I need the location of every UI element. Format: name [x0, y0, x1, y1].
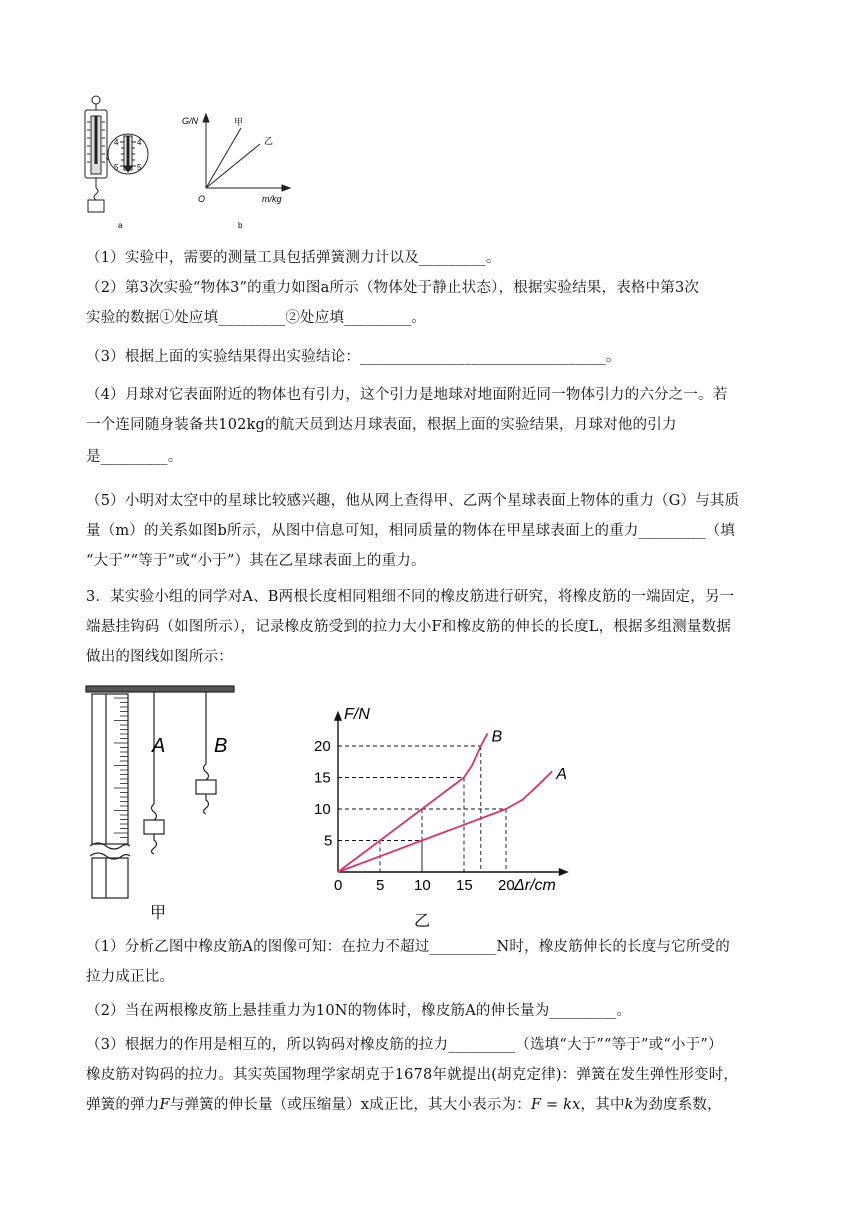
series-line-b [338, 733, 488, 872]
q3-part3-line1: （3）根据力的作用是相互的，所以钩码对橡皮筋的拉力_________（选填“大于”“等于”或“小于”） [86, 1037, 723, 1053]
q3-part3-line2: 橡皮筋对钩码的拉力。其实英国物理学家胡克于1678年就提出(胡克定律)：弹簧在发生弹性形变时， [86, 1067, 739, 1083]
origin-label: O [198, 194, 206, 204]
q2-part2-line1: （2）第3次实验“物体3”的重力如图a所示（物体处于静止状态），根据实验结果，表格中第3次 [86, 280, 700, 296]
figure-label-yi: 乙 [414, 913, 431, 928]
text-proportional: 与弹簧的伸长量（或压缩量）x成正比，其大小表示为： [169, 1097, 531, 1113]
q2-part5-line1: （5）小明对太空中的星球比较感兴趣，他从网上查得甲、乙两个星球表面上物体的重力（G）与其质 [86, 493, 740, 509]
series-label-b: B [491, 728, 503, 746]
q3-part3-line3 [86, 1090, 776, 1120]
symbol-f: F [159, 1097, 170, 1113]
q2-part5-line2: 量（m）的关系如图b所示，从图中信息可知，相同质量的物体在甲星球表面上的重力_________（填 [86, 523, 736, 539]
q2-part3: （3）根据上面的实验结果得出实验结论：_________________________________。 [86, 349, 621, 365]
band-label-a: A [152, 735, 166, 757]
q2-part4-line2: 一个连同随身装备共102kg的航天员到达月球表面，根据上面的实验结果，月球对他的引力 [86, 417, 677, 433]
series-label-a: A [556, 766, 567, 784]
rubber-band-b [196, 692, 216, 814]
x-tick-label: 20 [498, 877, 515, 894]
scale-label-5-right: 5 [137, 163, 142, 172]
figure-label-b: b [238, 221, 243, 230]
scale-label-5-left: 5 [114, 163, 119, 172]
q3-intro-line2: 端悬挂钩码（如图所示），记录橡皮筋受到的拉力大小F和橡皮筋的伸长的长度L，根据多组测量数据 [86, 619, 731, 635]
q3-part1-line2: 拉力成正比。 [86, 969, 175, 985]
x-axis-label: Δr/cm [514, 877, 556, 894]
y-tick-label: 5 [324, 832, 333, 850]
q2-part5-line3: “大于”“等于”或“小于”）其在乙星球表面上的重力。 [86, 553, 426, 569]
q3-intro-line1: 3．某实验小组的同学对A、B两根长度相同粗细不同的橡皮筋进行研究，将橡皮筋的一端固定，另一 [86, 589, 735, 605]
hooke-equation: F = kx [530, 1097, 581, 1113]
x-tick-label: 15 [456, 877, 473, 894]
scale-label-4-left: 4 [114, 138, 119, 147]
q2-part4-line1: （4）月球对它表面附近的物体也有引力，这个引力是地球对地面附近同一物体引力的六分之一。若 [86, 387, 728, 403]
line-label-yi: 乙 [264, 136, 274, 146]
y-tick-label: 15 [314, 769, 331, 787]
force-extension-chart [314, 706, 569, 894]
y-tick-label: 10 [314, 801, 331, 818]
line-yi [206, 144, 260, 188]
x-tick-label: 10 [414, 877, 431, 894]
y-axis-label: F/N [344, 705, 370, 723]
q3-intro-line3: 做出的图线如图所示： [86, 649, 233, 665]
text-spring-force: 弹簧的弹力 [86, 1097, 160, 1113]
figure-rubber-bands [84, 682, 584, 928]
series-line-a [338, 771, 552, 872]
text-stiffness: 为劲度系数， [633, 1097, 722, 1113]
symbol-k: k [624, 1097, 634, 1113]
figure-label-jia: 甲 [150, 905, 167, 922]
x-tick-label: 0 [334, 877, 343, 894]
figure-spring-balance-and-graph [78, 92, 298, 232]
q3-part2: （2）当在两根橡皮筋上悬挂重力为10N的物体时，橡皮筋A的伸长量为_________。 [86, 1003, 632, 1019]
line-label-jia: 甲 [234, 117, 244, 127]
rubber-band-apparatus [86, 686, 234, 898]
q2-part1: （1）实验中，需要的测量工具包括弹簧测力计以及_________。 [86, 250, 501, 266]
g-m-graph [203, 114, 290, 191]
text-where: ，其中 [580, 1097, 625, 1113]
y-tick-label: 20 [314, 738, 331, 755]
q3-part1-line1: （1）分析乙图中橡皮筋A的图像可知：在拉力不超过_________N时，橡皮筋伸长的长度与它所受的 [86, 939, 730, 955]
figure-label-a: a [118, 221, 123, 230]
rubber-band-a [144, 692, 164, 854]
axis-label-m: m/kg [262, 194, 282, 204]
scale-label-4-right: 4 [137, 138, 142, 147]
line-jia [206, 128, 241, 188]
x-axis-arrow [559, 868, 569, 876]
spring-balance-diagram [85, 96, 148, 212]
band-label-b: B [214, 735, 228, 757]
q2-part4-line3: 是_________。 [86, 449, 183, 465]
axis-label-g: G/N [182, 116, 199, 126]
ruler-ticks [114, 698, 128, 838]
q2-part2-line2: 实验的数据①处应填_________②处应填_________。 [86, 310, 426, 326]
x-tick-label: 5 [376, 877, 385, 894]
y-axis-arrow [334, 711, 342, 721]
